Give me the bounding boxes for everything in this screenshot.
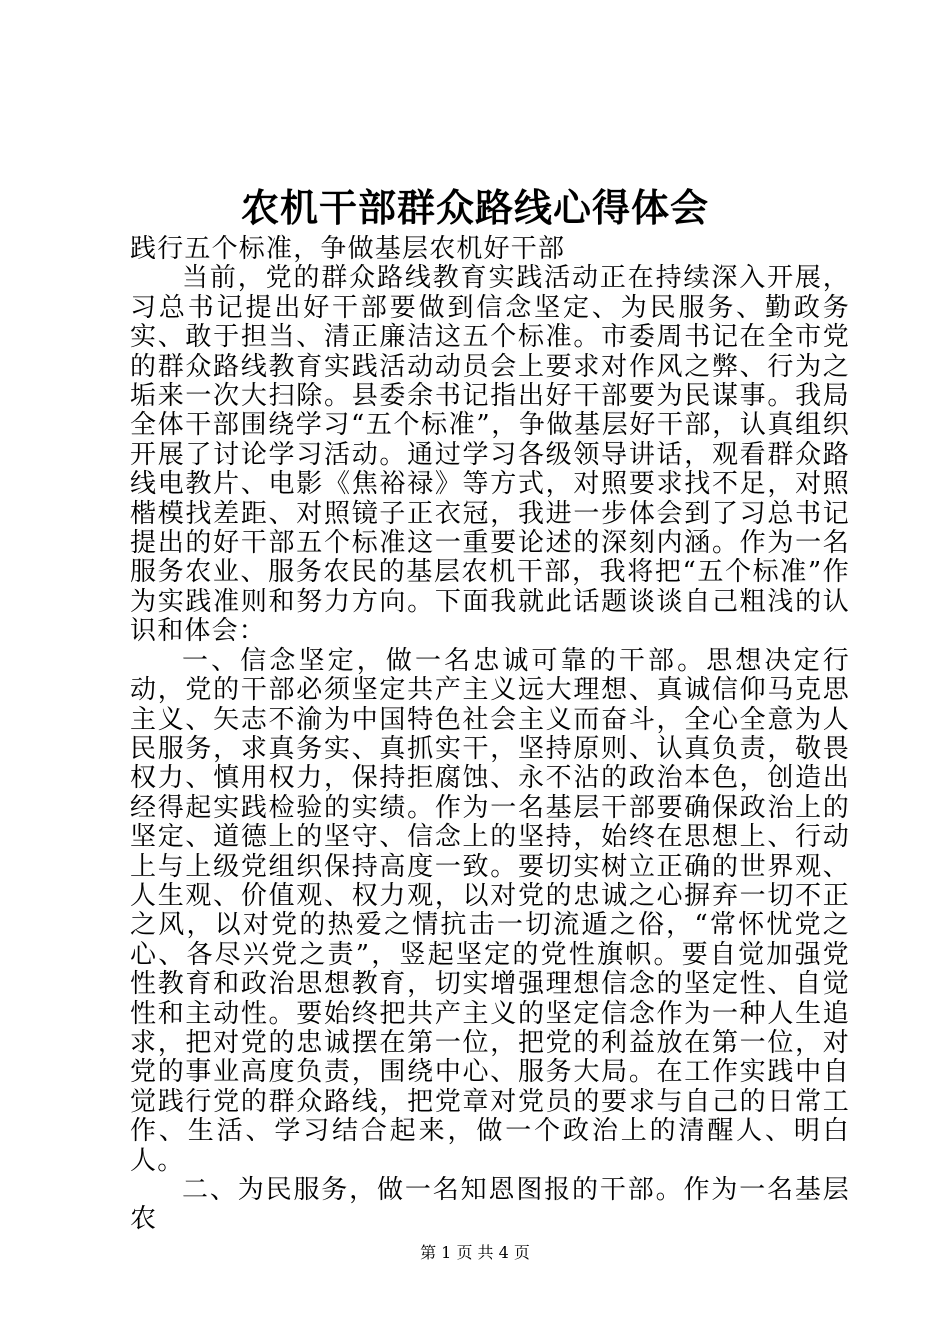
paragraph-intro: 当前，党的群众路线教育实践活动正在持续深入开展，习总书记提出好干部要做到信念坚定、为民服务、勤政务实、敢于担当、清正廉洁这五个标准。市委周书记在全市党的群众路线教育实践活动动员会上要求对作风之弊、行为之垢来一次大扫除。县委余书记指出好干部要为民谋事。我局全体干部围绕学习“五个标准”，争做基层好干部，认真组织开展了讨论学习活动。通过学习各级领导讲话，观看群众路线电教片、电影《焦裕禄》等方式，对照要求找不足，对照楷模找差距、对照镜子正衣冠，我进一步体会到了习总书记提出的好干部五个标准这一重要论述的深刻内涵。作为一名服务农业、服务农民的基层农机干部，我将把“五个标准”作为实践准则和努力方向。下面我就此话题谈谈自己粗浅的认识和体会： — [130, 263, 850, 647]
document-title: 农机干部群众路线心得体会 — [240, 185, 709, 230]
document-body — [130, 235, 850, 1235]
page-footer: 第 1 页 共 4 页 — [420, 1243, 530, 1262]
document-subtitle: 践行五个标准，争做基层农机好干部 — [130, 234, 566, 264]
paragraph-section-two: 二、为民服务，做一名知恩图报的干部。作为一名基层农 — [130, 1175, 850, 1235]
paragraph-section-one: 一、信念坚定，做一名忠诚可靠的干部。思想决定行动，党的干部必须坚定共产主义远大理想、真诚信仰马克思主义、矢志不渝为中国特色社会主义而奋斗，全心全意为人民服务，求真务实、真抓实干，坚持原则、认真负责，敬畏权力、慎用权力，保持拒腐蚀、永不沾的政治本色，创造出经得起实践检验的实绩。作为一名基层干部要确保政治上的坚定、道德上的坚守、信念上的坚持，始终在思想上、行动上与上级党组织保持高度一致。要切实树立正确的世界观、人生观、价值观、权力观，以对党的忠诚之心摒弃一切不正之风，以对党的热爱之情抗击一切流遁之俗，“常怀忧党之心、各尽兴党之责”，竖起坚定的党性旗帜。要自觉加强党性教育和政治思想教育，切实增强理想信念的坚定性、自觉性和主动性。要始终把共产主义的坚定信念作为一种人生追求，把对党的忠诚摆在第一位，把党的利益放在第一位，对党的事业高度负责，围绕中心、服务大局。在工作实践中自觉践行党的群众路线，把党章对党员的要求与自己的日常工作、生活、学习结合起来，做一个政治上的清醒人、明白人。 — [130, 645, 850, 1176]
